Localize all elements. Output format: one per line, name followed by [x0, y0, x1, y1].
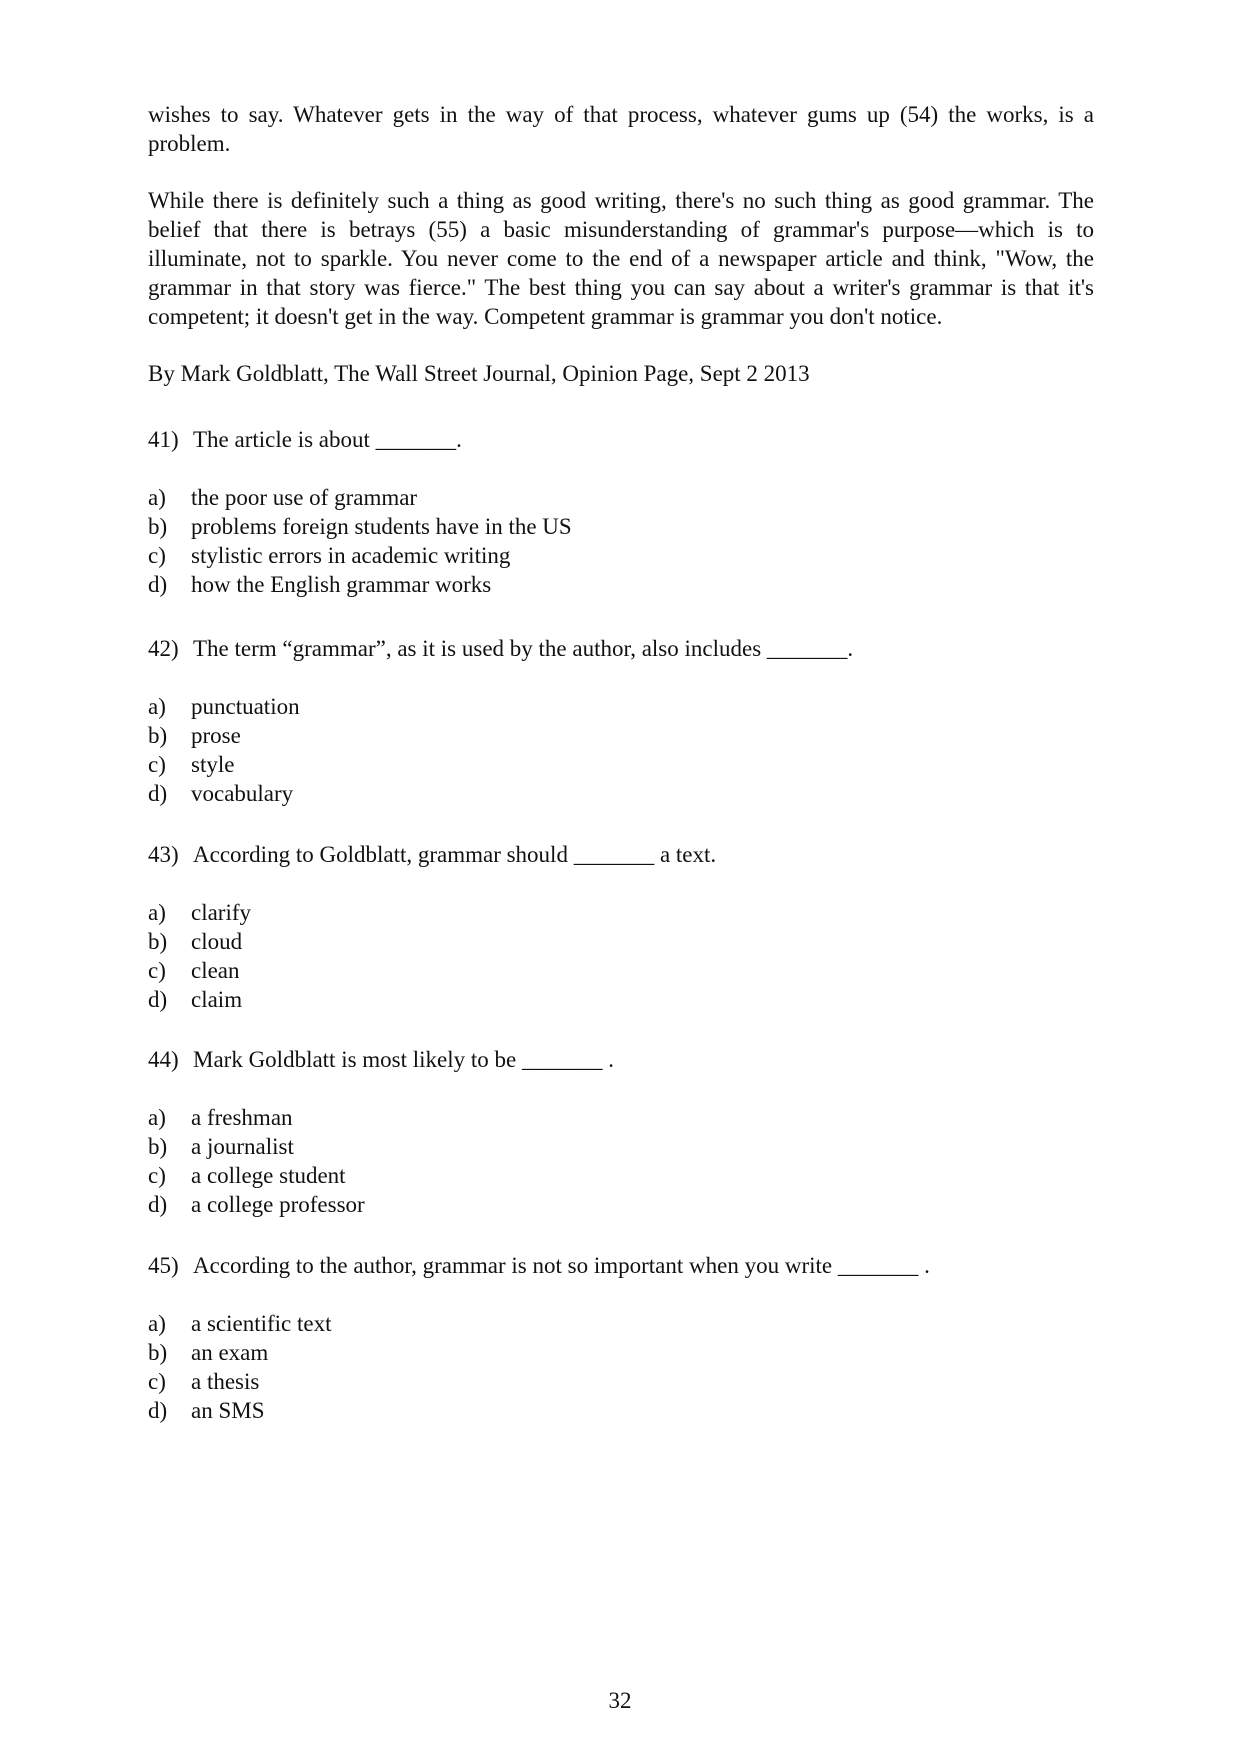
- option-letter: b): [148, 723, 168, 748]
- option-text: an SMS: [191, 1398, 265, 1423]
- question-number: 42): [148, 636, 179, 661]
- option-letter: c): [148, 543, 166, 568]
- option-letter: d): [148, 1398, 168, 1423]
- answer-option[interactable]: [148, 512, 1094, 541]
- option-text: the poor use of grammar: [191, 485, 418, 510]
- answer-option[interactable]: [148, 927, 1094, 956]
- page-number: 32: [608, 1688, 632, 1713]
- reading-passage: [148, 100, 1094, 388]
- answer-option[interactable]: [148, 1132, 1094, 1161]
- option-letter: d): [148, 987, 168, 1012]
- option-letter: a): [148, 1105, 166, 1130]
- passage-paragraph: wishes to say. Whatever gets in the way of that process, whatever gums up (54) the works, is a problem.: [148, 102, 1094, 156]
- answer-option[interactable]: [148, 956, 1094, 985]
- answer-option[interactable]: [148, 1103, 1094, 1132]
- option-letter: d): [148, 1192, 168, 1217]
- option-letter: c): [148, 1163, 166, 1188]
- option-letter: b): [148, 1340, 168, 1365]
- option-text: a scientific text: [191, 1311, 332, 1336]
- question-text: According to the author, grammar is not so important when you write _______ .: [193, 1253, 930, 1278]
- option-letter: c): [148, 1369, 166, 1394]
- option-text: prose: [191, 723, 241, 748]
- question-number: 43): [148, 842, 179, 867]
- option-letter: b): [148, 929, 168, 954]
- question-stem: [148, 1251, 1094, 1280]
- answer-options: [148, 898, 1094, 1014]
- option-text: style: [191, 752, 235, 777]
- option-text: claim: [191, 987, 243, 1012]
- option-letter: b): [148, 1134, 168, 1159]
- option-text: a thesis: [191, 1369, 260, 1394]
- question-41: [148, 425, 1094, 599]
- question-stem: [148, 1045, 1094, 1074]
- answer-options: [148, 483, 1094, 599]
- option-letter: a): [148, 694, 166, 719]
- option-letter: d): [148, 781, 168, 806]
- option-text: cloud: [191, 929, 243, 954]
- option-text: stylistic errors in academic writing: [191, 543, 511, 568]
- question-text: The article is about _______.: [193, 427, 462, 452]
- option-letter: b): [148, 514, 168, 539]
- answer-option[interactable]: [148, 570, 1094, 599]
- answer-option[interactable]: [148, 750, 1094, 779]
- answer-options: [148, 1103, 1094, 1219]
- answer-options: [148, 692, 1094, 808]
- option-text: problems foreign students have in the US: [191, 514, 572, 539]
- question-number: 45): [148, 1253, 179, 1278]
- option-letter: c): [148, 958, 166, 983]
- option-text: vocabulary: [191, 781, 294, 806]
- option-letter: a): [148, 900, 166, 925]
- answer-option[interactable]: [148, 692, 1094, 721]
- option-text: a college professor: [191, 1192, 365, 1217]
- question-text: Mark Goldblatt is most likely to be _______ .: [193, 1047, 614, 1072]
- question-stem: [148, 840, 1094, 869]
- question-text: The term “grammar”, as it is used by the author, also includes _______.: [193, 636, 854, 661]
- answer-options: [148, 1309, 1094, 1425]
- answer-option[interactable]: [148, 1338, 1094, 1367]
- answer-option[interactable]: [148, 1396, 1094, 1425]
- option-text: punctuation: [191, 694, 300, 719]
- option-letter: a): [148, 1311, 166, 1336]
- answer-option[interactable]: [148, 1367, 1094, 1396]
- question-number: 41): [148, 427, 179, 452]
- answer-option[interactable]: [148, 721, 1094, 750]
- question-42: [148, 634, 1094, 808]
- option-text: a journalist: [191, 1134, 294, 1159]
- question-text: According to Goldblatt, grammar should _______ a text.: [193, 842, 717, 867]
- answer-option[interactable]: [148, 779, 1094, 808]
- answer-option[interactable]: [148, 898, 1094, 927]
- question-45: [148, 1251, 1094, 1425]
- answer-option[interactable]: [148, 1309, 1094, 1338]
- option-letter: d): [148, 572, 168, 597]
- option-letter: c): [148, 752, 166, 777]
- passage-paragraph: While there is definitely such a thing as good writing, there's no such thing as good grammar. The belief that there is betrays (55) a basic misunderstanding of grammar's purpose—which is to illuminate, not to sparkle. You never come to the end of a newspaper article and think, "Wow, the grammar in that story was fierce." The best thing you can say about a writer's grammar is that it's competent; it doesn't get in the way. Competent grammar is grammar you don't notice.: [148, 188, 1094, 329]
- question-number: 44): [148, 1047, 179, 1072]
- article-byline: By Mark Goldblatt, The Wall Street Journal, Opinion Page, Sept 2 2013: [148, 361, 810, 386]
- option-text: a freshman: [191, 1105, 293, 1130]
- option-text: a college student: [191, 1163, 346, 1188]
- question-stem: [148, 634, 1094, 663]
- option-text: an exam: [191, 1340, 269, 1365]
- answer-option[interactable]: [148, 541, 1094, 570]
- option-text: how the English grammar works: [191, 572, 492, 597]
- answer-option[interactable]: [148, 1161, 1094, 1190]
- option-text: clarify: [191, 900, 252, 925]
- option-text: clean: [191, 958, 240, 983]
- option-letter: a): [148, 485, 166, 510]
- question-43: [148, 840, 1094, 1014]
- answer-option[interactable]: [148, 985, 1094, 1014]
- question-stem: [148, 425, 1094, 454]
- answer-option[interactable]: [148, 1190, 1094, 1219]
- question-44: [148, 1045, 1094, 1219]
- answer-option[interactable]: [148, 483, 1094, 512]
